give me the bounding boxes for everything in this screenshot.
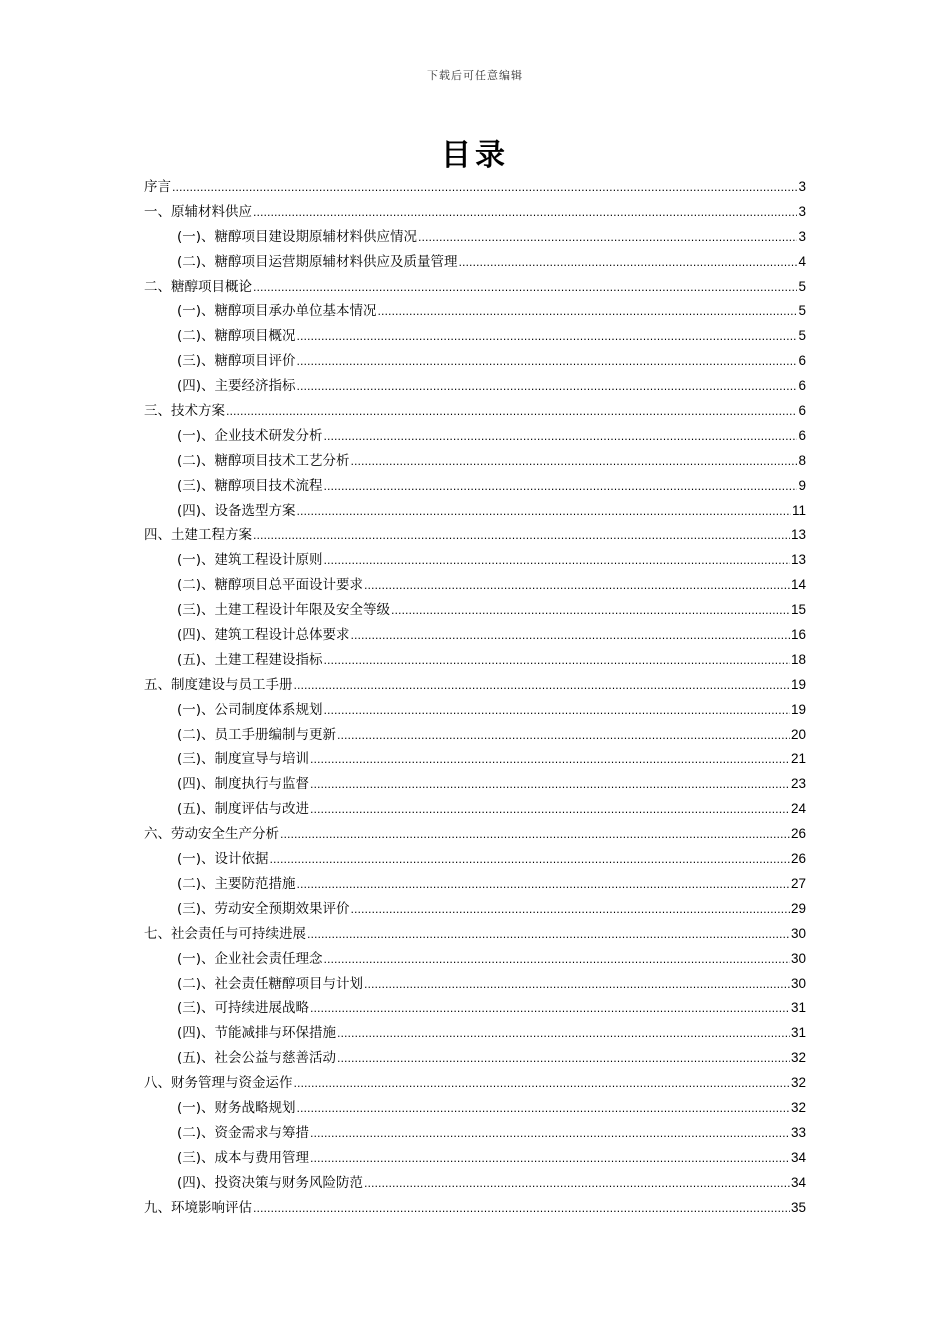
toc-entry-page-number: 13 bbox=[790, 527, 806, 543]
toc-entry-page-number: 11 bbox=[791, 502, 806, 518]
toc-entry-page-number: 34 bbox=[790, 1149, 806, 1165]
toc-entry[interactable] bbox=[144, 499, 806, 524]
toc-entry-label: (二)、资金需求与筹措 bbox=[177, 1124, 310, 1141]
table-of-contents bbox=[144, 175, 806, 1220]
toc-entry-page-number: 16 bbox=[790, 627, 806, 643]
toc-entry-label: 二、糖醇项目概论 bbox=[144, 278, 252, 295]
toc-leader-dots bbox=[459, 251, 798, 276]
toc-entry-label: 九、环境影响评估 bbox=[144, 1199, 252, 1216]
toc-entry-label: (二)、糖醇项目技术工艺分析 bbox=[177, 452, 350, 469]
toc-entry[interactable] bbox=[144, 847, 806, 872]
toc-entry-label: (二)、糖醇项目概况 bbox=[177, 328, 296, 345]
toc-entry[interactable] bbox=[144, 1096, 806, 1121]
toc-entry[interactable] bbox=[144, 225, 806, 250]
toc-entry-label: (四)、节能减排与环保措施 bbox=[177, 1025, 337, 1042]
toc-entry-label: (四)、建筑工程设计总体要求 bbox=[177, 627, 350, 644]
toc-entry-page-number: 30 bbox=[790, 950, 806, 966]
toc-entry-page-number: 6 bbox=[798, 403, 806, 419]
toc-entry[interactable] bbox=[144, 573, 806, 598]
toc-entry-page-number: 23 bbox=[790, 776, 806, 792]
toc-entry[interactable] bbox=[144, 1146, 806, 1171]
toc-leader-dots bbox=[364, 574, 790, 599]
toc-entry-page-number: 19 bbox=[790, 676, 806, 692]
toc-entry-label: 六、劳动安全生产分析 bbox=[144, 826, 279, 843]
toc-entry-label: (一)、企业技术研发分析 bbox=[177, 427, 323, 444]
toc-entry-label: 五、制度建设与员工手册 bbox=[144, 676, 293, 693]
toc-entry[interactable] bbox=[144, 1021, 806, 1046]
toc-leader-dots bbox=[297, 375, 798, 400]
toc-entry-label: 八、财务管理与资金运作 bbox=[144, 1075, 293, 1092]
toc-entry-label: (三)、糖醇项目技术流程 bbox=[177, 477, 323, 494]
toc-entry-label: (三)、劳动安全预期效果评价 bbox=[177, 900, 350, 917]
toc-entry-page-number: 3 bbox=[798, 179, 806, 194]
toc-entry[interactable] bbox=[144, 897, 806, 922]
toc-entry[interactable] bbox=[144, 200, 806, 225]
toc-entry-page-number: 31 bbox=[790, 1000, 806, 1016]
toc-entry-page-number: 15 bbox=[790, 602, 806, 618]
toc-entry[interactable] bbox=[144, 1196, 806, 1221]
toc-entry-page-number: 5 bbox=[798, 328, 806, 344]
toc-entry-page-number: 5 bbox=[798, 303, 806, 319]
toc-entry-label: (二)、糖醇项目运营期原辅材料供应及质量管理 bbox=[177, 253, 458, 270]
toc-leader-dots bbox=[324, 425, 798, 450]
toc-leader-dots bbox=[294, 674, 790, 699]
page-title: 目录 bbox=[441, 138, 509, 173]
toc-entry-label: (二)、社会责任糖醇项目与计划 bbox=[177, 975, 364, 992]
toc-entry[interactable] bbox=[144, 797, 806, 822]
toc-leader-dots bbox=[324, 948, 790, 973]
toc-entry[interactable] bbox=[144, 1046, 806, 1071]
toc-entry[interactable] bbox=[144, 996, 806, 1021]
toc-entry-page-number: 26 bbox=[790, 826, 806, 842]
toc-leader-dots bbox=[310, 773, 790, 798]
toc-entry-page-number: 34 bbox=[790, 1174, 806, 1190]
toc-entry[interactable] bbox=[144, 424, 806, 449]
toc-entry-page-number: 30 bbox=[790, 925, 806, 941]
toc-entry-page-number: 18 bbox=[790, 651, 806, 667]
toc-entry-label: (三)、土建工程设计年限及安全等级 bbox=[177, 602, 391, 619]
toc-entry[interactable] bbox=[144, 648, 806, 673]
toc-entry-page-number: 13 bbox=[790, 552, 806, 568]
toc-leader-dots bbox=[351, 624, 790, 649]
toc-entry[interactable] bbox=[144, 772, 806, 797]
toc-entry-page-number: 33 bbox=[790, 1124, 806, 1140]
toc-entry-label: (一)、糖醇项目承办单位基本情况 bbox=[177, 303, 377, 320]
toc-entry-page-number: 30 bbox=[790, 975, 806, 991]
toc-entry[interactable] bbox=[144, 623, 806, 648]
toc-leader-dots bbox=[253, 276, 797, 301]
toc-entry[interactable] bbox=[144, 947, 806, 972]
toc-leader-dots bbox=[364, 973, 790, 998]
toc-leader-dots bbox=[310, 748, 790, 773]
toc-entry-label: (一)、企业社会责任理念 bbox=[177, 950, 323, 967]
toc-entry-page-number: 35 bbox=[790, 1199, 806, 1215]
toc-leader-dots bbox=[337, 724, 790, 749]
toc-leader-dots bbox=[351, 450, 798, 475]
toc-entry[interactable] bbox=[144, 449, 806, 474]
toc-leader-dots bbox=[337, 1022, 790, 1047]
toc-entry-label: 七、社会责任与可持续进展 bbox=[144, 925, 306, 942]
toc-entry-page-number: 3 bbox=[798, 228, 806, 244]
toc-entry-page-number: 4 bbox=[798, 253, 806, 269]
toc-entry-page-number: 32 bbox=[790, 1099, 806, 1115]
toc-leader-dots bbox=[351, 898, 790, 923]
toc-entry-page-number: 26 bbox=[790, 851, 806, 867]
toc-entry-page-number: 9 bbox=[798, 477, 806, 493]
toc-entry[interactable] bbox=[144, 822, 806, 847]
toc-entry-label: (二)、糖醇项目总平面设计要求 bbox=[177, 577, 364, 594]
toc-entry-page-number: 31 bbox=[790, 1025, 806, 1041]
toc-entry-label: (四)、投资决策与财务风险防范 bbox=[177, 1174, 364, 1191]
toc-entry-label: 四、土建工程方案 bbox=[144, 527, 252, 544]
toc-leader-dots bbox=[324, 649, 790, 674]
header-note: 下载后可任意编辑 bbox=[427, 69, 523, 82]
toc-leader-dots bbox=[297, 350, 798, 375]
toc-leader-dots bbox=[280, 823, 790, 848]
toc-entry-label: (一)、公司制度体系规划 bbox=[177, 701, 323, 718]
toc-entry[interactable] bbox=[144, 922, 806, 947]
toc-entry[interactable] bbox=[144, 324, 806, 349]
toc-entry-label: (三)、糖醇项目评价 bbox=[177, 353, 296, 370]
toc-entry[interactable] bbox=[144, 548, 806, 573]
toc-leader-dots bbox=[324, 475, 798, 500]
toc-entry-label: (一)、财务战略规划 bbox=[177, 1099, 296, 1116]
toc-entry-label: (三)、成本与费用管理 bbox=[177, 1149, 310, 1166]
toc-entry-page-number: 14 bbox=[790, 577, 806, 593]
toc-entry[interactable] bbox=[144, 747, 806, 772]
toc-leader-dots bbox=[324, 699, 790, 724]
toc-leader-dots bbox=[391, 599, 790, 624]
toc-entry-label: (五)、土建工程建设指标 bbox=[177, 651, 323, 668]
toc-leader-dots bbox=[378, 300, 798, 325]
toc-entry-label: (一)、设计依据 bbox=[177, 851, 269, 868]
toc-leader-dots bbox=[253, 524, 790, 549]
toc-leader-dots bbox=[337, 1047, 790, 1072]
toc-entry-label: (五)、社会公益与慈善活动 bbox=[177, 1050, 337, 1067]
toc-leader-dots bbox=[364, 1172, 790, 1197]
toc-entry[interactable] bbox=[144, 374, 806, 399]
toc-entry[interactable] bbox=[144, 972, 806, 997]
toc-leader-dots bbox=[297, 873, 790, 898]
toc-entry-label: 序言 bbox=[144, 179, 171, 195]
toc-leader-dots bbox=[307, 923, 790, 948]
toc-entry-page-number: 29 bbox=[790, 900, 806, 916]
toc-entry[interactable] bbox=[144, 523, 806, 548]
toc-entry[interactable] bbox=[144, 723, 806, 748]
toc-leader-dots bbox=[253, 1197, 790, 1222]
toc-entry-label: (三)、可持续进展战略 bbox=[177, 1000, 310, 1017]
toc-leader-dots bbox=[324, 549, 790, 574]
toc-entry[interactable] bbox=[144, 299, 806, 324]
toc-leader-dots bbox=[297, 500, 791, 525]
toc-entry[interactable] bbox=[144, 474, 806, 499]
toc-entry-label: (四)、设备选型方案 bbox=[177, 502, 296, 519]
toc-entry-label: (一)、建筑工程设计原则 bbox=[177, 552, 323, 569]
toc-entry-page-number: 24 bbox=[790, 801, 806, 817]
toc-entry-label: 三、技术方案 bbox=[144, 403, 225, 420]
toc-leader-dots bbox=[418, 226, 797, 251]
toc-entry[interactable] bbox=[144, 1171, 806, 1196]
toc-entry[interactable] bbox=[144, 598, 806, 623]
toc-entry-page-number: 5 bbox=[798, 278, 806, 294]
toc-entry-label: (二)、员工手册编制与更新 bbox=[177, 726, 337, 743]
toc-entry-page-number: 21 bbox=[790, 751, 806, 767]
toc-entry-page-number: 27 bbox=[790, 875, 806, 891]
toc-entry[interactable] bbox=[144, 1121, 806, 1146]
toc-entry[interactable] bbox=[144, 175, 806, 200]
toc-entry[interactable] bbox=[144, 349, 806, 374]
toc-entry[interactable] bbox=[144, 275, 806, 300]
toc-leader-dots bbox=[270, 848, 790, 873]
toc-leader-dots bbox=[226, 400, 797, 425]
toc-entry[interactable] bbox=[144, 872, 806, 897]
toc-entry-label: (三)、制度宣导与培训 bbox=[177, 751, 310, 768]
toc-entry-label: (五)、制度评估与改进 bbox=[177, 801, 310, 818]
toc-entry-page-number: 6 bbox=[798, 378, 806, 394]
toc-entry[interactable] bbox=[144, 698, 806, 723]
toc-leader-dots bbox=[310, 798, 790, 823]
toc-entry-page-number: 32 bbox=[790, 1075, 806, 1091]
toc-entry[interactable] bbox=[144, 250, 806, 275]
toc-entry-label: (四)、制度执行与监督 bbox=[177, 776, 310, 793]
toc-leader-dots bbox=[310, 997, 790, 1022]
toc-entry-label: (四)、主要经济指标 bbox=[177, 378, 296, 395]
toc-entry-label: (二)、主要防范措施 bbox=[177, 875, 296, 892]
toc-leader-dots bbox=[253, 201, 797, 226]
toc-leader-dots bbox=[297, 325, 798, 350]
toc-leader-dots bbox=[310, 1147, 790, 1172]
toc-entry-page-number: 8 bbox=[798, 452, 806, 468]
toc-entry[interactable] bbox=[144, 1071, 806, 1096]
toc-entry-page-number: 32 bbox=[790, 1050, 806, 1066]
toc-entry-page-number: 3 bbox=[798, 203, 806, 219]
toc-entry-page-number: 6 bbox=[798, 353, 806, 369]
toc-entry[interactable] bbox=[144, 399, 806, 424]
toc-leader-dots bbox=[297, 1097, 790, 1122]
toc-leader-dots bbox=[310, 1122, 790, 1147]
toc-leader-dots bbox=[172, 176, 797, 201]
toc-entry-page-number: 6 bbox=[798, 427, 806, 443]
toc-entry[interactable] bbox=[144, 673, 806, 698]
toc-entry-label: (一)、糖醇项目建设期原辅材料供应情况 bbox=[177, 228, 418, 245]
toc-entry-page-number: 20 bbox=[790, 726, 806, 742]
toc-entry-page-number: 19 bbox=[790, 701, 806, 717]
toc-entry-label: 一、原辅材料供应 bbox=[144, 203, 252, 220]
toc-leader-dots bbox=[294, 1072, 790, 1097]
